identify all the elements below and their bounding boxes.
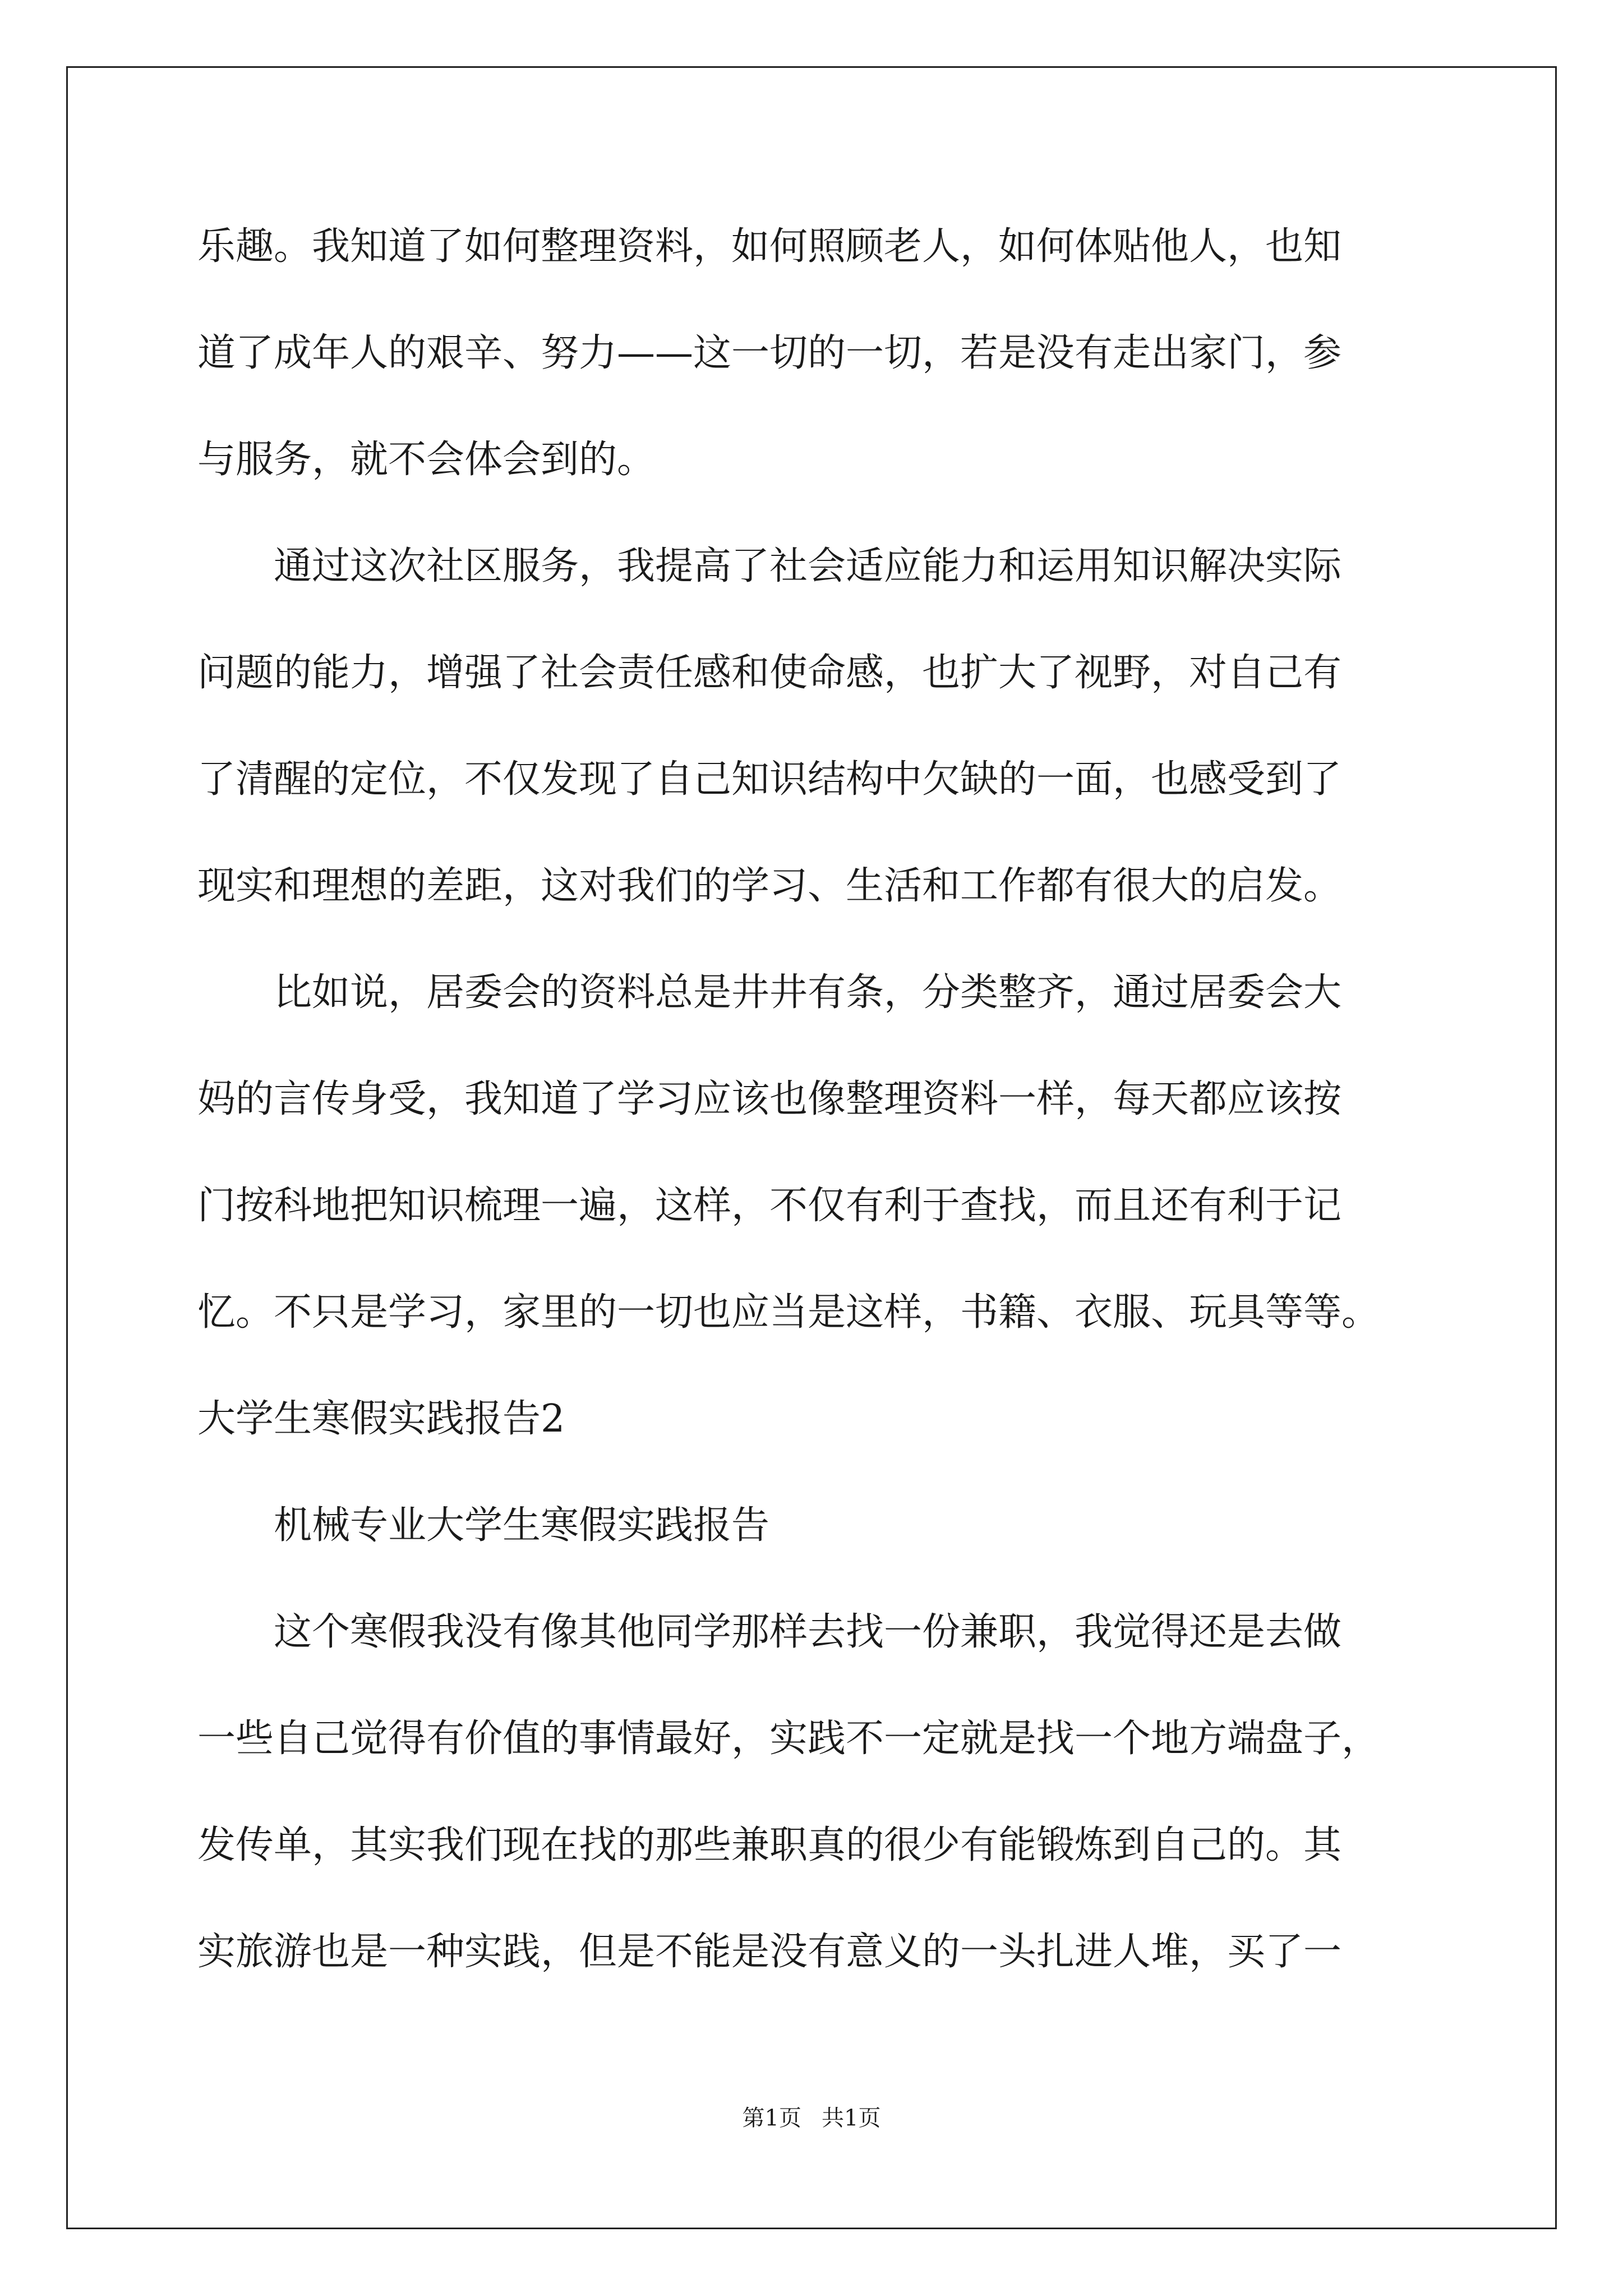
text-line: 乐趣。我知道了如何整理资料，如何照顾老人，如何体贴他人，也知 <box>197 224 1342 269</box>
text-line: 一些自己觉得有价值的事情最好，实践不一定就是找一个地方端盘子， <box>197 1717 1380 1761</box>
text-line: 发传单，其实我们现在找的那些兼职真的很少有能锻炼到自己的。其 <box>197 1823 1342 1867</box>
page-total: 共1页 <box>822 2105 881 2131</box>
section-heading: 大学生寒假实践报告2 <box>197 1397 565 1441</box>
text-line: 门按科地把知识梳理一遍，这样，不仅有利于查找，而且还有利于记 <box>197 1184 1342 1228</box>
text-line: 问题的能力，增强了社会责任感和使命感，也扩大了视野，对自己有 <box>197 651 1342 695</box>
page-number: 第1页 <box>742 2105 801 2131</box>
text-line: 妈的言传身受，我知道了学习应该也像整理资料一样，每天都应该按 <box>197 1077 1342 1121</box>
text-line: 这个寒假我没有像其他同学那样去找一份兼职，我觉得还是去做 <box>197 1610 1342 1654</box>
text-line: 比如说，居委会的资料总是井井有条，分类整齐，通过居委会大 <box>197 970 1342 1015</box>
text-line: 了清醒的定位，不仅发现了自己知识结构中欠缺的一面，也感受到了 <box>197 757 1342 802</box>
text-line: 通过这次社区服务，我提高了社会适应能力和运用知识解决实际 <box>197 544 1342 588</box>
text-line: 与服务，就不会体会到的。 <box>197 438 656 482</box>
text-line: 忆。不只是学习，家里的一切也应当是这样，书籍、衣服、玩具等等。 <box>197 1290 1380 1335</box>
page-border <box>66 66 1557 2229</box>
page-footer <box>0 2105 1623 2132</box>
text-line: 现实和理想的差距，这对我们的学习、生活和工作都有很大的启发。 <box>197 864 1342 908</box>
subtitle-line: 机械专业大学生寒假实践报告 <box>197 1503 770 1548</box>
text-line: 实旅游也是一种实践，但是不能是没有意义的一头扎进人堆，买了一 <box>197 1930 1342 1974</box>
text-line: 道了成年人的艰辛、努力——这一切的一切，若是没有走出家门，参 <box>197 331 1342 375</box>
